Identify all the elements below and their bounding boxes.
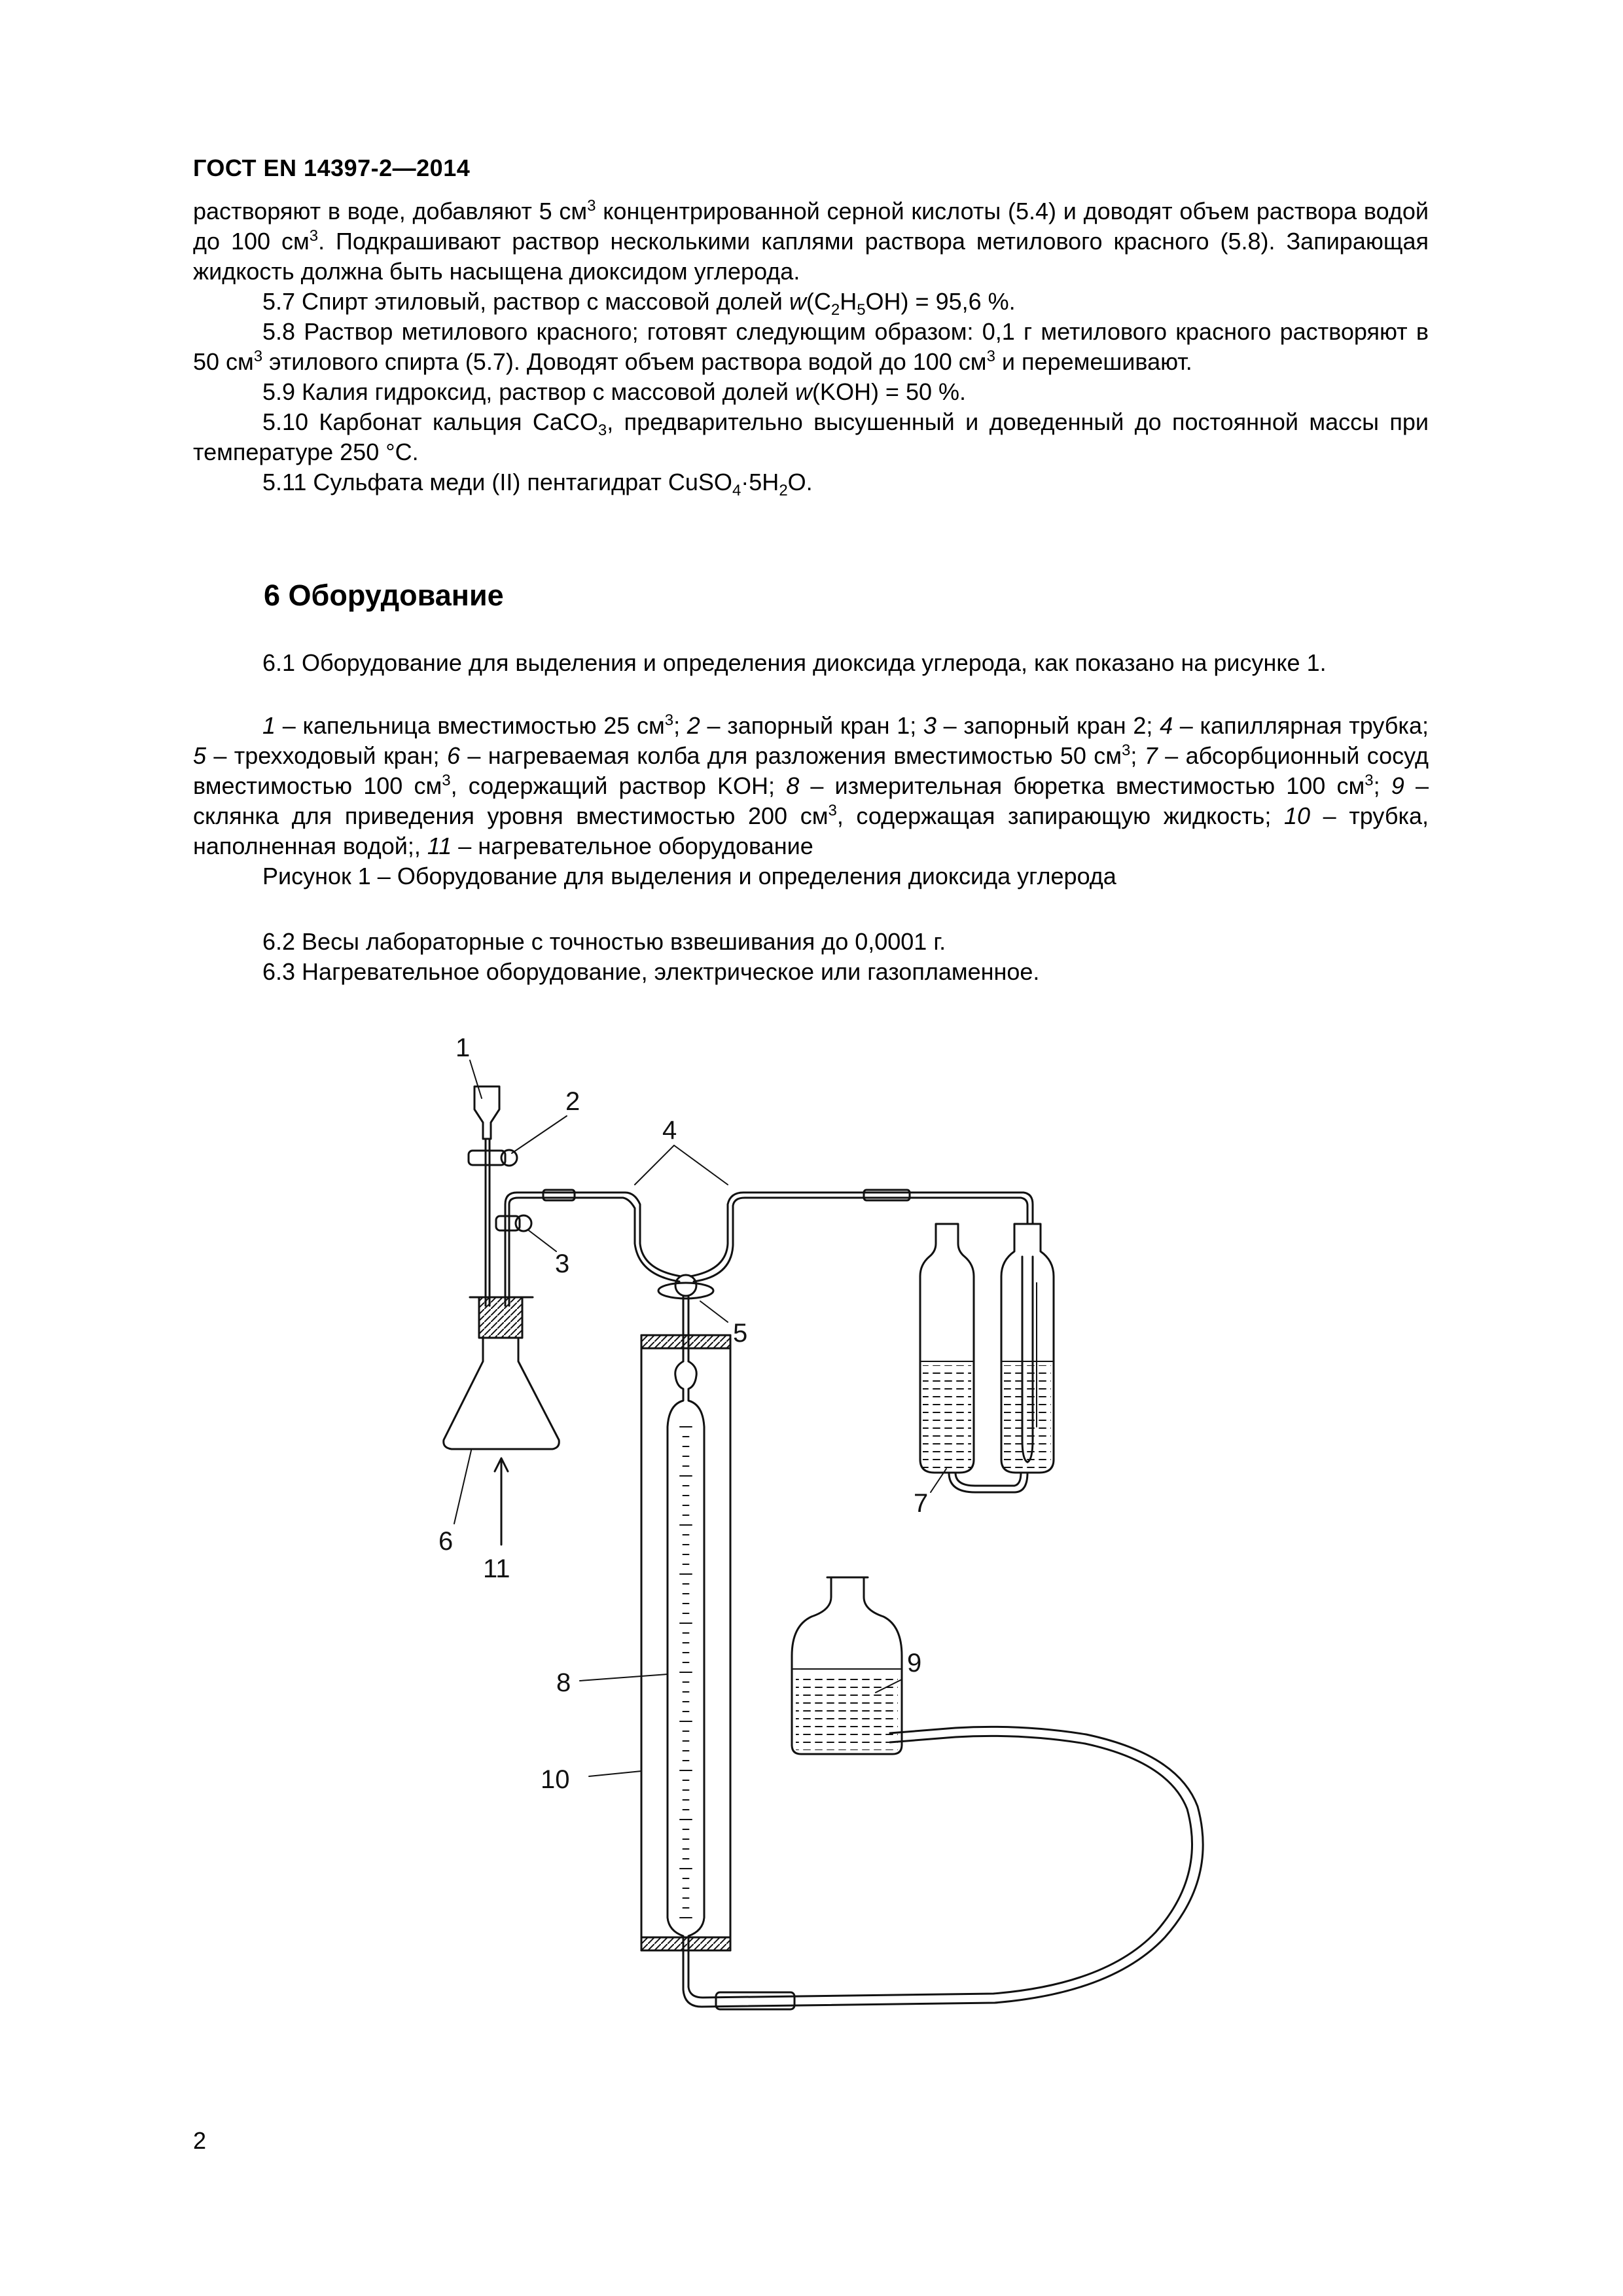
text: , предварительно высушенный и доведенный до постоянной массы при температуре 250 °C.	[193, 408, 1429, 465]
legend-text: – нагреваемая колба для разложения вместимостью 50 см	[459, 742, 1122, 769]
figure-1-apparatus	[366, 1008, 1544, 2055]
figure-label-6: 6	[438, 1527, 454, 1556]
italic-symbol: w	[794, 378, 812, 405]
paragraph-6-2: 6.2 Весы лабораторные с точностью взвешивания до 0,0001 г.	[262, 928, 946, 955]
subscript: 2	[779, 482, 788, 500]
superscript: 3	[1122, 742, 1131, 759]
levelling-hose	[683, 1727, 1203, 2009]
text: и перемешивают.	[995, 348, 1192, 375]
legend-text: ;	[1130, 742, 1145, 769]
subscript: 4	[732, 482, 741, 500]
paragraph-5-9	[193, 377, 1429, 407]
reagents-section	[193, 196, 1429, 500]
superscript: 3	[442, 772, 451, 789]
legend-number: 4	[1160, 712, 1173, 739]
legend-text: – абсорбционный сосуд вместимостью 100 см	[193, 742, 1429, 799]
figure-label-3: 3	[555, 1249, 570, 1278]
legend-number: 2	[687, 712, 700, 739]
legend-text: , содержащий раствор KOH;	[450, 772, 787, 799]
measuring-burette	[668, 1361, 704, 1950]
figure-legend	[193, 711, 1429, 861]
legend-number: 9	[1391, 772, 1404, 799]
absorption-vessel	[920, 1224, 1054, 1492]
legend-number: 1	[262, 712, 276, 739]
legend-text: , содержащая запирающую жидкость;	[836, 802, 1285, 829]
section-6-2-6-3	[193, 927, 1429, 987]
figure-label-10: 10	[541, 1765, 570, 1794]
superscript: 3	[309, 227, 319, 245]
figure-label-9: 9	[907, 1649, 922, 1677]
legend-number: 8	[786, 772, 800, 799]
legend-number: 10	[1284, 802, 1311, 829]
superscript: 3	[587, 197, 596, 215]
figure-label-8: 8	[556, 1668, 571, 1697]
reaction-flask	[444, 1297, 560, 1449]
section-title: 6 Оборудование	[264, 579, 504, 612]
section-6-1	[193, 648, 1429, 678]
figure-label-2: 2	[565, 1087, 580, 1116]
legend-text: – трубка, наполненная водой;,	[193, 802, 1429, 859]
text: концентрированной серной кислоты (5.4) и доводят объем раствора водой до 100 см	[193, 198, 1429, 255]
superscript: 3	[828, 802, 837, 819]
page-number: 2	[193, 2127, 207, 2154]
legend-text: ;	[1146, 712, 1160, 739]
figure-label-1: 1	[455, 1033, 471, 1062]
superscript: 3	[1364, 772, 1374, 789]
stopcock-1	[469, 1150, 517, 1166]
legend-text: – измерительная бюретка вместимостью 100 см	[799, 772, 1365, 799]
paragraph-6-1: 6.1 Оборудование для выделения и определения диоксида углерода, как показано на рисунке 1.	[262, 649, 1327, 676]
legend-text: – запорный кран 2	[936, 712, 1147, 739]
text: ·5H	[741, 469, 779, 495]
legend-number: 3	[923, 712, 936, 739]
legend-number: 5	[193, 742, 207, 769]
capillary-to-absorber	[690, 1190, 1033, 1282]
text: 5.10 Карбонат кальция CaCO	[262, 408, 598, 435]
text: (KOH) = 50 %.	[812, 378, 967, 405]
paragraph-5-7	[193, 287, 1429, 317]
text: OH) = 95,6 %.	[865, 288, 1016, 315]
paragraph-6-3: 6.3 Нагревательное оборудование, электрическое или газопламенное.	[262, 958, 1040, 985]
figure-label-7: 7	[914, 1489, 929, 1518]
superscript: 3	[986, 348, 995, 365]
figure-label-5: 5	[733, 1319, 748, 1348]
legend-number: 7	[1144, 742, 1158, 769]
subscript: 5	[857, 301, 866, 319]
text: 5.8 Раствор метилового красного; готовят следующим образом: 0,1 г метилового красного растворяют в 50 см	[193, 318, 1429, 375]
text: 5.7 Спирт этиловый, раствор с массовой долей	[262, 288, 789, 315]
legend-text: – капиллярная трубка;	[1173, 712, 1429, 739]
subscript: 2	[830, 301, 840, 319]
subscript: 3	[597, 422, 607, 440]
paragraph-5-10	[193, 407, 1429, 467]
italic-symbol: w	[789, 288, 806, 315]
paragraph-5-11	[193, 467, 1429, 500]
legend-text: ;	[673, 712, 687, 739]
legend-text: – запорный кран 1;	[700, 712, 923, 739]
legend-text: ;	[1373, 772, 1391, 799]
paragraph-continuation	[193, 196, 1429, 287]
stopcock-2	[496, 1215, 531, 1231]
legend-number: 11	[427, 833, 452, 859]
legend-text: – трехходовый кран;	[206, 742, 447, 769]
text: этилового спирта (5.7). Доводят объем раствора водой до 100 см	[262, 348, 987, 375]
document-header: ГОСТ EN 14397-2—2014	[193, 154, 471, 181]
legend-text: – нагревательное оборудование	[452, 833, 813, 859]
heating-arrow	[495, 1458, 508, 1545]
figure-legend-block	[193, 711, 1429, 891]
text: O.	[787, 469, 813, 495]
legend-text: – капельница вместимостью 25 см	[276, 712, 665, 739]
superscript: 3	[253, 348, 263, 365]
text: (C	[806, 288, 831, 315]
figure-label-11: 11	[483, 1554, 510, 1583]
legend-number: 6	[446, 742, 460, 769]
text: . Подкрашивают раствор несколькими каплями раствора метилового красного (5.8). Запирающая жидкость должна быть насыщена диоксидом углерода.	[193, 228, 1429, 285]
text: растворяют в воде, добавляют 5 см	[193, 198, 588, 224]
figure-label-4: 4	[662, 1116, 677, 1145]
text: 5.9 Калия гидроксид, раствор с массовой долей	[262, 378, 795, 405]
levelling-bottle	[792, 1577, 902, 1754]
legend-text: – склянка для приведения уровня вместимостью 200 см	[193, 772, 1429, 829]
gas-tube	[505, 1190, 681, 1306]
dropping-funnel	[474, 1086, 499, 1306]
figure-caption: Рисунок 1 – Оборудование для выделения и определения диоксида углерода	[262, 863, 1116, 889]
text: 5.11 Сульфата меди (II) пентагидрат CuSO	[262, 469, 732, 495]
paragraph-5-8	[193, 317, 1429, 377]
superscript: 3	[664, 711, 674, 729]
text: H	[840, 288, 857, 315]
